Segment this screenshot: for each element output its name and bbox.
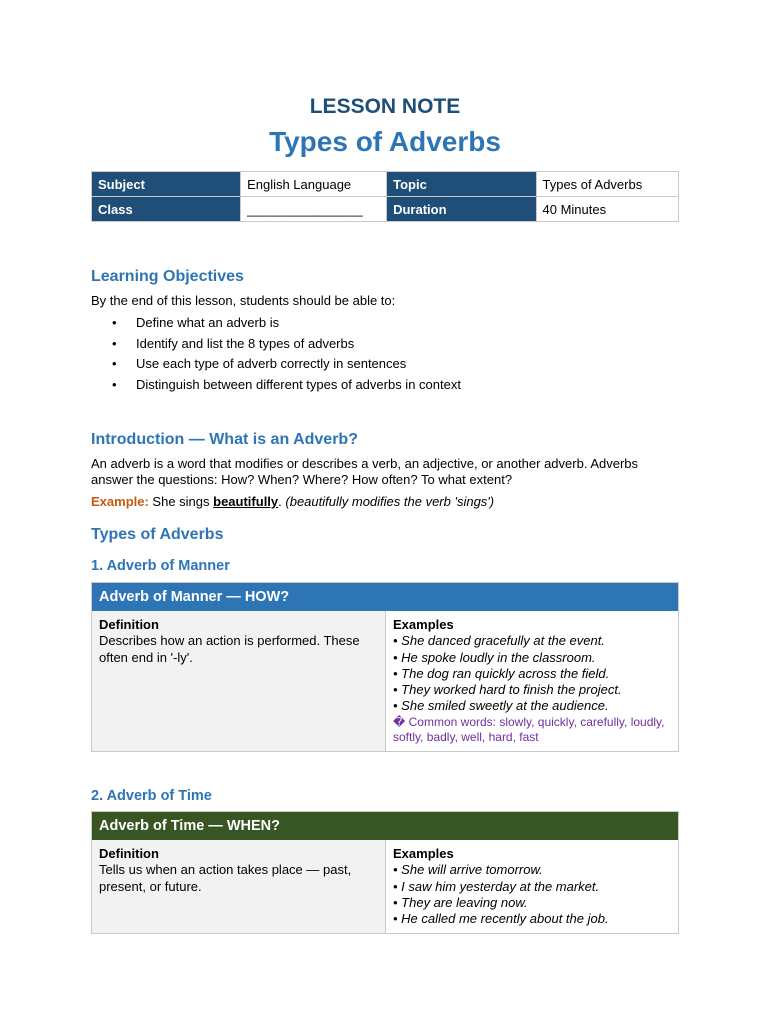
manner-examples-cell — [386, 611, 678, 751]
introduction-heading: Introduction — What is an Adverb? — [91, 431, 358, 448]
examples-label: Examples — [393, 846, 454, 861]
page-title: Types of Adverbs — [269, 126, 501, 157]
time-table — [91, 811, 679, 934]
example-post: . — [278, 494, 282, 509]
bullet-glyph: • — [112, 356, 117, 371]
objectives-heading: Learning Objectives — [91, 268, 244, 285]
subject-value: English Language — [241, 172, 387, 197]
info-row-subject — [92, 172, 679, 197]
example-pre: She sings — [148, 494, 214, 509]
list-item — [91, 314, 461, 335]
time-body — [92, 840, 678, 933]
class-label: Class — [92, 197, 241, 222]
definition-text: Describes how an action is performed. These often end in '-ly'. — [99, 633, 360, 665]
example-word: beautifully — [213, 494, 279, 509]
topic-value: Types of Adverbs — [536, 172, 679, 197]
list-item — [91, 355, 461, 376]
objective-text: Distinguish between different types of adverbs in context — [136, 376, 461, 392]
definition-label: Definition — [99, 846, 159, 861]
bullet-glyph: • — [112, 315, 117, 330]
example-line: • He called me recently about the job. — [393, 911, 609, 927]
time-examples-cell — [386, 840, 678, 933]
common-words: � Common words: slowly, quickly, carefully, loudly, softly, badly, well, hard, fast — [393, 714, 665, 744]
lesson-info-table — [91, 171, 679, 222]
manner-bar: Adverb of Manner — HOW? — [92, 583, 678, 611]
objectives-list — [91, 314, 461, 396]
example-label: Example: — [91, 494, 149, 509]
bullet-glyph: • — [112, 335, 117, 351]
time-subheading: 2. Adverb of Time — [91, 788, 212, 804]
examples-label: Examples — [393, 617, 454, 632]
example-line: • I saw him yesterday at the market. — [393, 878, 600, 894]
list-item — [91, 335, 461, 356]
subject-label: Subject — [92, 172, 241, 197]
example-line: • They worked hard to finish the project. — [393, 682, 622, 698]
example-note: (beautifully modifies the verb 'sings') — [281, 494, 495, 509]
introduction-text: An adverb is a word that modifies or describes a verb, an adjective, or another adverb. Adverbs answer the questions: How? When? Where? How often? To what extent? — [91, 456, 639, 487]
lesson-note-label: LESSON NOTE — [309, 95, 461, 118]
definition-text: Tells us when an action takes place — past, present, or future. — [99, 862, 352, 894]
definition-label: Definition — [99, 617, 159, 632]
info-row-class — [92, 197, 679, 222]
manner-table — [91, 582, 679, 752]
bullet-glyph: • — [112, 376, 117, 392]
class-value: ________________ — [241, 197, 387, 222]
topic-label: Topic — [387, 172, 536, 197]
example-line: • They are leaving now. — [393, 894, 528, 910]
example-line: • He spoke loudly in the classroom. — [393, 649, 596, 665]
objective-text: Use each type of adverb correctly in sentences — [136, 356, 407, 371]
duration-label: Duration — [387, 197, 536, 222]
manner-definition-cell — [92, 611, 386, 751]
duration-value: 40 Minutes — [536, 197, 679, 222]
manner-subheading: 1. Adverb of Manner — [91, 558, 230, 574]
types-heading: Types of Adverbs — [91, 526, 224, 543]
introduction-example — [91, 494, 679, 510]
example-line: • She will arrive tomorrow. — [393, 862, 543, 878]
example-line: • She danced gracefully at the event. — [393, 633, 605, 649]
time-bar: Adverb of Time — WHEN? — [92, 812, 678, 840]
objective-text: Identify and list the 8 types of adverbs — [136, 335, 355, 351]
list-item — [91, 376, 461, 397]
time-definition-cell — [92, 840, 386, 933]
objective-text: Define what an adverb is — [136, 315, 280, 330]
objectives-intro: By the end of this lesson, students should be able to: — [91, 293, 396, 308]
example-line: • She smiled sweetly at the audience. — [393, 698, 609, 714]
manner-body — [92, 611, 678, 751]
example-line: • The dog ran quickly across the field. — [393, 665, 610, 681]
